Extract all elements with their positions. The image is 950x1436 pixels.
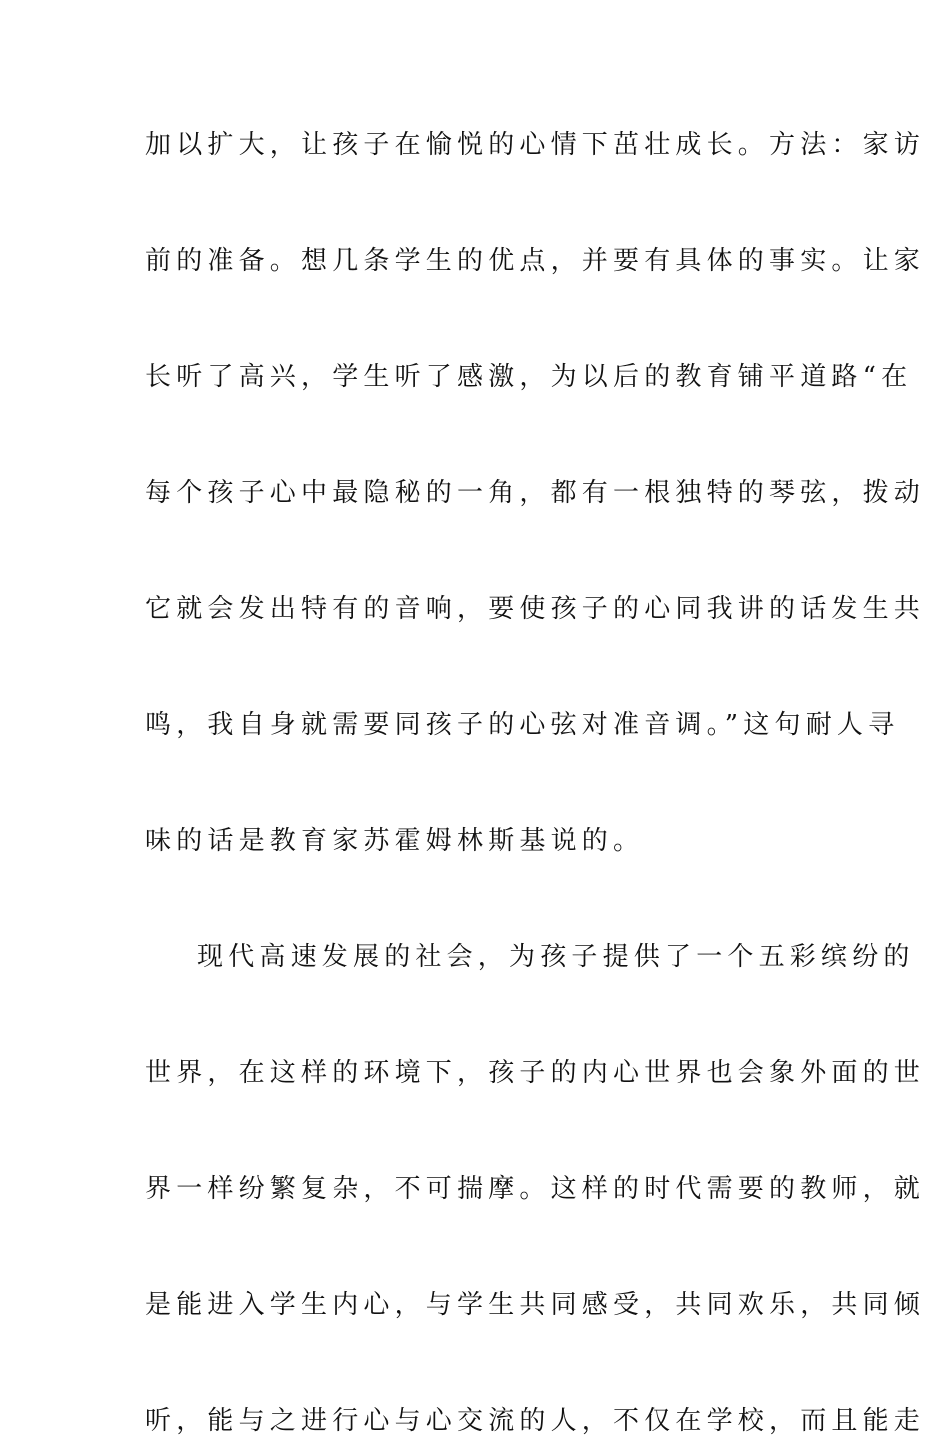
text-line: 鸣，我自身就需要同孩子的心弦对准音调。”这句耐人寻 — [145, 710, 900, 740]
text-line: 是能进入学生内心，与学生共同感受，共同欢乐，共同倾 — [145, 1290, 926, 1320]
text-line: 长听了高兴，学生听了感激，为以后的教育铺平道路“在 — [145, 362, 913, 392]
text-line: 前的准备。想几条学生的优点，并要有具体的事实。让家 — [145, 246, 926, 276]
text-line: 加以扩大，让孩子在愉悦的心情下茁壮成长。方法：家访 — [145, 130, 926, 160]
text-line: 现代高速发展的社会，为孩子提供了一个五彩缤纷的 — [197, 942, 915, 972]
text-line: 味的话是教育家苏霍姆林斯基说的。 — [145, 826, 645, 856]
text-line: 界一样纷繁复杂，不可揣摩。这样的时代需要的教师，就 — [145, 1174, 926, 1204]
text-line: 世界，在这样的环境下，孩子的内心世界也会象外面的世 — [145, 1058, 926, 1088]
text-line: 它就会发出特有的音响，要使孩子的心同我讲的话发生共 — [145, 594, 926, 624]
text-line: 听，能与之进行心与心交流的人，不仅在学校，而且能走 — [145, 1406, 926, 1436]
text-line: 每个孩子心中最隐秘的一角，都有一根独特的琴弦，拨动 — [145, 478, 926, 508]
